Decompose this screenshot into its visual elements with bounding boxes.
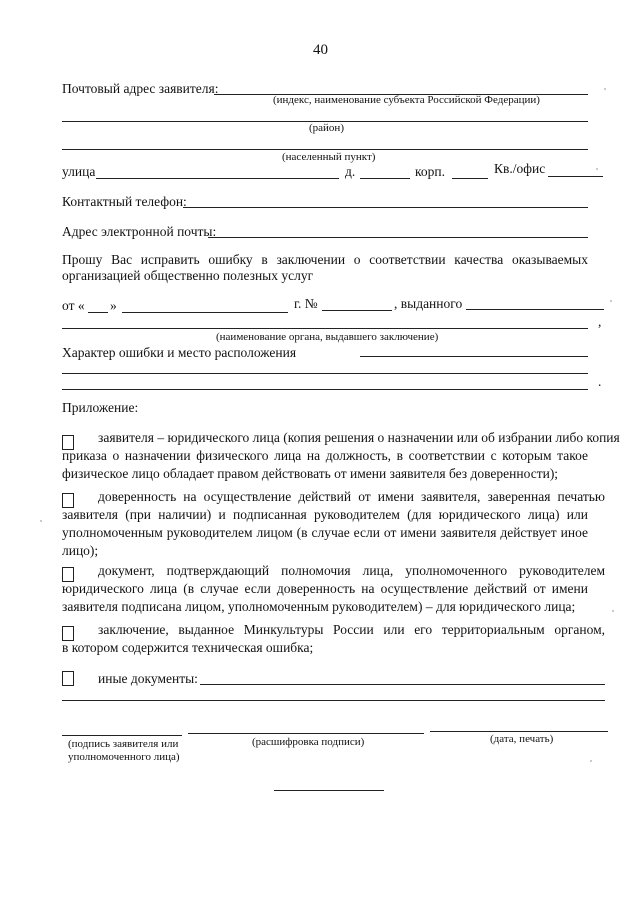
house-label: д. bbox=[345, 164, 356, 179]
scan-speck bbox=[604, 88, 606, 90]
attachments-title: Приложение: bbox=[62, 400, 139, 415]
other-documents-line-2 bbox=[62, 700, 605, 701]
error-end-dot: . bbox=[598, 374, 602, 389]
year-number-label: г. № bbox=[294, 296, 318, 311]
hint-index-region: (индекс, наименование субъекта Российской Федерации) bbox=[273, 94, 540, 106]
attachment-item-2-rest: заявителя (при наличии) и подписанная руководителем (для юридического лица) или уполномоченным руководителем лицом (в случае если от имени заявителя действует иное лицо); bbox=[62, 507, 588, 558]
error-line-1 bbox=[360, 356, 588, 357]
request-text-line-1: Прошу Вас исправить ошибку в заключении о соответствии качества оказываемых bbox=[62, 252, 588, 267]
email-label: Адрес электронной почты: bbox=[62, 224, 217, 239]
scan-speck bbox=[40, 520, 42, 522]
scan-speck bbox=[610, 300, 612, 302]
signature-hint-line-2: уполномоченного лица) bbox=[68, 751, 180, 763]
building-label: корп. bbox=[415, 164, 445, 179]
phone-line bbox=[183, 207, 588, 208]
building-line bbox=[452, 178, 488, 179]
hint-locality: (населенный пункт) bbox=[282, 151, 376, 163]
phone-label: Контактный телефон: bbox=[62, 194, 187, 209]
month-year-line bbox=[122, 312, 288, 313]
attachment-item-3-first-line: документ, подтверждающий полномочия лица, уполномоченного руководителем bbox=[98, 563, 605, 578]
attachment-item-1-rest: приказа о назначении физического лица на должность, в соответствии с которым такое физическое лицо обладает правом действовать от имени заявителя без доверенности); bbox=[62, 448, 588, 481]
street-line bbox=[96, 178, 339, 179]
hint-authority: (наименование органа, выдавшего заключение) bbox=[216, 331, 439, 343]
attachment-checkbox-4[interactable] bbox=[62, 626, 74, 641]
decode-line bbox=[188, 733, 424, 734]
number-line bbox=[322, 310, 392, 311]
attachment-item-1-first-line: заявителя – юридического лица (копия решения о назначении или об избрании либо копия bbox=[98, 430, 620, 445]
attachment-item-2-first-line: доверенность на осуществление действий от имени заявителя, заверенная печатью bbox=[98, 489, 605, 504]
attachment-item-5-label: иные документы: bbox=[98, 671, 198, 686]
issued-line bbox=[466, 309, 604, 310]
authority-line bbox=[62, 328, 588, 329]
other-documents-line-1 bbox=[200, 684, 605, 685]
error-line-2 bbox=[62, 373, 588, 374]
error-line-3 bbox=[62, 389, 588, 390]
street-label: улица bbox=[62, 164, 96, 179]
date-line bbox=[430, 731, 608, 732]
house-line bbox=[360, 178, 410, 179]
decode-hint: (расшифровка подписи) bbox=[252, 736, 365, 748]
date-hint: (дата, печать) bbox=[490, 733, 554, 745]
request-text-line-2: организацией общественно полезных услуг bbox=[62, 268, 314, 283]
issued-label: , выданного bbox=[394, 296, 463, 311]
authority-comma: , bbox=[598, 314, 602, 329]
page-number: 40 bbox=[313, 42, 328, 58]
error-label: Характер ошибки и место расположения bbox=[62, 345, 297, 360]
apartment-label: Кв./офис bbox=[494, 161, 546, 176]
bottom-separator bbox=[274, 790, 384, 791]
hint-district: (район) bbox=[309, 122, 344, 134]
scan-speck bbox=[612, 610, 614, 612]
attachment-item-4-first-line: заключение, выданное Минкультуры России или его территориальным органом, bbox=[98, 622, 605, 637]
day-line bbox=[88, 312, 108, 313]
quote-close: » bbox=[110, 298, 117, 313]
postal-address-line-3 bbox=[62, 149, 588, 150]
email-line bbox=[208, 237, 588, 238]
attachment-checkbox-5[interactable] bbox=[62, 671, 74, 686]
attachment-item-3-rest: юридического лица (в случае если доверенность на осуществление действий от имени заявителя подписана лицом, уполномоченным руководителем) – для юридического лица; bbox=[62, 581, 588, 614]
apartment-line bbox=[548, 176, 603, 177]
from-label: от « bbox=[62, 298, 85, 313]
scan-speck bbox=[596, 168, 598, 170]
signature-line bbox=[62, 735, 182, 736]
scan-speck bbox=[590, 760, 592, 762]
postal-address-label: Почтовый адрес заявителя: bbox=[62, 81, 219, 96]
attachment-item-4-rest: в котором содержится техническая ошибка; bbox=[62, 640, 314, 655]
signature-hint-line-1: (подпись заявителя или bbox=[68, 738, 179, 750]
